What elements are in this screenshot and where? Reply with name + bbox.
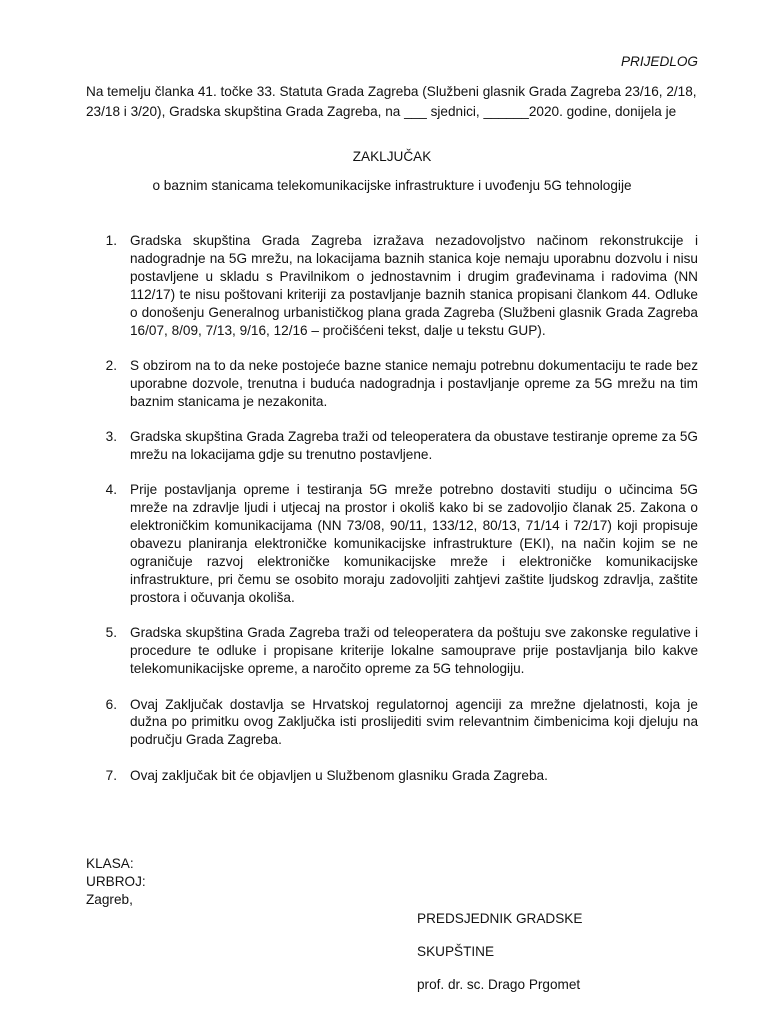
urbroj-label: URBROJ: [86, 874, 146, 889]
document-subtitle: o baznim stanicama telekomunikacijske infrastrukture i uvođenju 5G tehnologije [152, 178, 632, 193]
klasa-label: KLASA: [86, 856, 134, 871]
signatory-name: prof. dr. sc. Drago Prgomet [417, 977, 581, 992]
item-text: Ovaj Zaključak dostavlja se Hrvatskoj regulatornoj agenciji za mrežne djelatnosti, koja je dužna po primitku ovog Zaključka isti proslijediti svim relevantnim čimbenicima koji djeluju na području Grada Zagreba. [130, 696, 698, 748]
item-number: 3. [105, 429, 117, 445]
preamble-paragraph: Na temelju članka 41. točke 33. Statuta Grada Zagreba (Službeni glasnik Grada Zagreba 23/16, 2/18, 23/18 i 3/20), Gradska skupština Grada Zagreba, na ___ sjednici, ______2020. godine, donijela je [86, 84, 697, 119]
signatory-title-line2: SKUPŠTINE [417, 944, 495, 959]
signature-block [417, 910, 582, 1009]
list-item [86, 481, 698, 606]
item-number: 1. [105, 233, 117, 248]
document-reference-block [86, 855, 146, 909]
conclusion-items-list [86, 232, 698, 802]
list-item [86, 696, 698, 750]
document-title: ZAKLJUČAK [352, 149, 432, 164]
item-text: Gradska skupština Grada Zagreba izražava nezadovoljstvo načinom rekonstrukcije i nadogradnje na 5G mrežu, na lokacijama baznih stanica koje nemaju uporabnu dozvolu i nisu postavljene u skladu s Pravilnikom o jednostavnim i drugim građevinama i radovima (NN 112/17) te nisu poštovani kriteriji za postavljanje baznih stanica propisani člankom 44. Odluke o donošenju Generalnog urbanističkog plana grada Zagreba (Službeni glasnik Grada Zagreba 16/07, 8/09, 7/13, 9/16, 12/16 – pročišćeni tekst, dalje u tekstu GUP). [130, 233, 698, 338]
item-number: 5. [105, 625, 117, 641]
draft-label: PRIJEDLOG [620, 54, 698, 69]
signatory-title-line1: PREDSJEDNIK GRADSKE [417, 911, 583, 926]
item-text: S obzirom na to da neke postojeće bazne stanice nemaju potrebnu dokumentaciju te rade bez uporabne dozvole, trenutna i buduća nadogradnja i postavljanje opreme za 5G mrežu na tim baznim stanicama je nezakonita. [130, 357, 698, 409]
item-text: Ovaj zaključak bit će objavljen u Službenom glasniku Grada Zagreba. [130, 767, 548, 783]
item-number: 2. [105, 357, 117, 373]
item-number: 4. [105, 482, 117, 498]
item-number: 7. [105, 767, 117, 783]
list-item [86, 624, 698, 678]
item-number: 6. [105, 696, 117, 712]
item-text: Gradska skupština Grada Zagreba traži od teleoperatera da obustave testiranje opreme za 5G mrežu na lokacijama gdje su trenutno postavljene. [130, 429, 698, 463]
item-text: Prije postavljanja opreme i testiranja 5G mreže potrebno dostaviti studiju o učincima 5G mreže na zdravlje ljudi i utjecaj na prostor i okoliš kako bi se zadovoljio članak 25. Zakona o elektroničkim komunikacijama (NN 73/08, 90/11, 133/12, 80/13, 71/14 i 72/17) koji propisuje obavezu planiranja elektroničke komunikacijske infrastrukture (EKI), na način kojim se ne ograničuje razvoj elektroničke komunikacijske mreže i elektroničke komunikacijske infrastrukture, pri čemu se osobito moraju zadovoljiti zahtjevi zaštite ljudskog zdravlja, zaštite prostora i očuvanja okoliša. [130, 482, 698, 605]
place-label: Zagreb, [86, 892, 133, 907]
list-item [86, 428, 698, 464]
item-text: Gradska skupština Grada Zagreba traži od teleoperatera da poštuju sve zakonske regulative i procedure te odluke i propisane kriterije lokalne samouprave prije postavljanja bilo kakve telekomunikacijske opreme, a naročito opreme za 5G tehnologiju. [130, 625, 698, 677]
list-item [86, 232, 698, 339]
list-item [86, 767, 698, 785]
list-item [86, 357, 698, 411]
